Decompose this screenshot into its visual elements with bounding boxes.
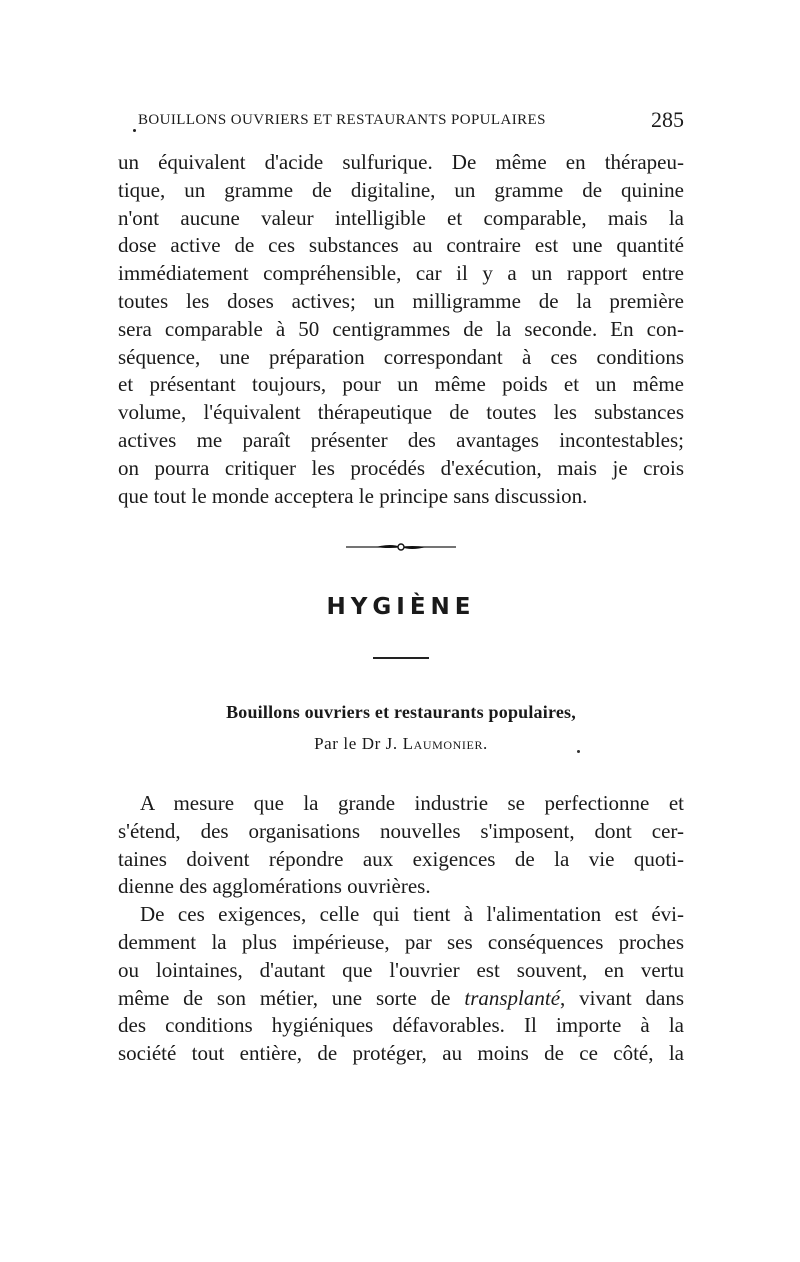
- text-line: et présentant toujours, pour un même poids et un même: [118, 372, 684, 397]
- italic-word: transplanté: [464, 985, 561, 1010]
- text-line: volume, l'équivalent thérapeutique de toutes les substances: [118, 400, 684, 425]
- text-line: s'étend, des organisations nouvelles s'imposent, dont cer-: [118, 818, 684, 843]
- text-line: tique, un gramme de digitaline, un gramme de quinine: [118, 177, 684, 202]
- text-line-mixed: [118, 985, 684, 1013]
- text-line: dienne des agglomérations ouvrières.: [118, 874, 431, 899]
- text-line: De ces exigences, celle qui tient à l'alimentation est évi-: [140, 902, 684, 927]
- author-name: Laumonier.: [402, 734, 488, 753]
- article-title: Bouillons ouvriers et restaurants populaires,: [226, 702, 576, 722]
- print-speck: [577, 750, 580, 753]
- text-line: des conditions hygiéniques défavorables. Il importe à la: [118, 1013, 684, 1038]
- section-title: HYGIÈNE: [326, 594, 476, 620]
- text-line: demment la plus impérieuse, par ses conséquences proches: [118, 929, 684, 954]
- text-line: immédiatement compréhensible, car il y a un rapport entre: [118, 261, 684, 286]
- text-line: actives me paraît présenter des avantages incontestables;: [118, 427, 684, 452]
- page-number: 285: [651, 107, 684, 132]
- text-segment: même de son métier, une sorte de: [118, 985, 451, 1010]
- text-line: séquence, une préparation correspondant à ces conditions: [118, 344, 684, 369]
- text-line: société tout entière, de protéger, au moins de ce côté, la: [118, 1041, 684, 1066]
- paragraph-2: [118, 790, 684, 1068]
- text-line: sera comparable à 50 centigrammes de la seconde. En con-: [118, 316, 684, 341]
- text-line: que tout le monde acceptera le principe sans discussion.: [118, 483, 588, 508]
- byline: [118, 734, 684, 754]
- text-line: taines doivent répondre aux exigences de la vie quoti-: [118, 846, 684, 871]
- text-line: on pourra critiquer les procédés d'exécution, mais je crois: [118, 455, 684, 480]
- title-rule: [373, 657, 429, 659]
- running-head-title: BOUILLONS OUVRIERS ET RESTAURANTS POPULAIRES: [138, 112, 546, 128]
- text-line: ou lointaines, d'autant que l'ouvrier est souvent, en vertu: [118, 957, 684, 982]
- print-speck: [133, 129, 136, 132]
- text-segment: , vivant dans: [560, 985, 685, 1010]
- text-line: n'ont aucune valeur intelligible et comparable, mais la: [118, 205, 684, 230]
- byline-prefix: Par le Dr J.: [314, 734, 398, 753]
- text-line: toutes les doses actives; un milligramme de la première: [118, 288, 684, 313]
- text-line: un équivalent d'acide sulfurique. De même en thérapeu-: [118, 150, 684, 174]
- ornament-divider: [346, 540, 456, 554]
- text-line: A mesure que la grande industrie se perfectionne et: [140, 791, 684, 815]
- paragraph-1: [118, 149, 684, 510]
- text-line: dose active de ces substances au contraire est une quantité: [118, 233, 684, 258]
